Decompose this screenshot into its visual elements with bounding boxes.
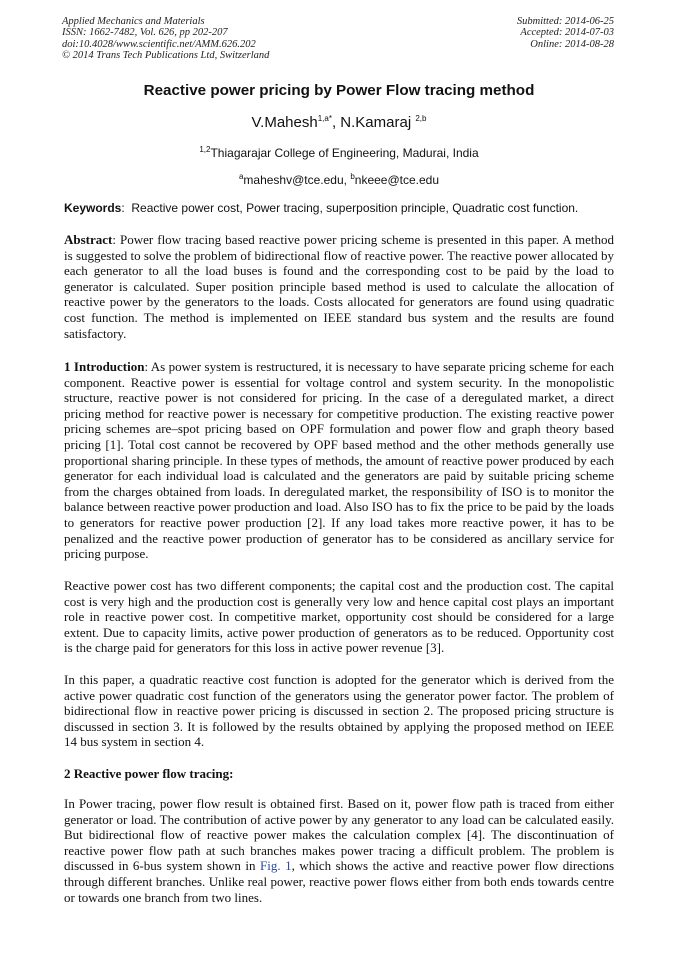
- author-2-name: N.Kamaraj: [340, 114, 416, 131]
- affiliation-sup: 1,2: [199, 145, 211, 154]
- paragraph-reactive-cost: Reactive power cost has two different components; the capital cost and the production cost. The capital cost is very high and the production cost is generally very low and hence capital cost plays an important role in reactive power cost. In competitive market, opportunity cost should be considered for a large extent. Due to capacity limits, active power production of generators as to be reduced. Opportunity cost is the charge paid for generators for this loss in active power revenue [3].: [64, 578, 614, 656]
- online-date: Online: 2014-08-28: [530, 38, 614, 50]
- keywords: [64, 201, 616, 215]
- journal-header-right: [517, 16, 614, 50]
- journal-header-left: [62, 16, 269, 62]
- accepted-date: Accepted: 2014-07-03: [520, 27, 614, 39]
- abstract-text: : Power flow tracing based reactive power pricing scheme is presented in this paper. A method is suggested to solve the problem of bidirectional flow of reactive power. The reactive power allocated by each generator to all the load buses is found and the corresponding cost to be paid by the load to generator is calculated. Super position principle based method is used to calculate the allocation of reactive power by the generators to the loads. Costs allocated for generators are found using quadratic cost function. The method is implemented on IEEE standard bus system and the results are found satisfactory.: [64, 232, 614, 341]
- email-b-sup: b: [350, 172, 355, 181]
- section-2-text-before: In Power tracing, power flow result is obtained first. Based on it, power flow path is traced from either generator or load. The contribution of active power by any generator to any load can be calculated easily. But bidirectional flow of reactive power makes the calculation complex [4]. The discontinuation of reactive power flow path at such branches makes power tracing a difficult problem. The problem is discussed in 6-bus system shown in: [64, 796, 614, 874]
- email-separator: ,: [343, 173, 351, 187]
- section-2-text-after: , which shows the active and reactive power flow directions through different branches. Unlike real power, reactive power flows either from both ends towards centre or towards one branch from two lines.: [64, 858, 615, 905]
- submitted-date: Submitted: 2014-06-25: [516, 16, 614, 27]
- copyright-line: © 2014 Trans Tech Publications Ltd, Switzerland: [62, 50, 270, 62]
- author-1-name: V.Mahesh: [251, 114, 318, 131]
- email-a[interactable]: maheshv@tce.edu: [243, 173, 344, 187]
- affiliation-text: Thiagarajar College of Engineering, Madurai, India: [210, 146, 479, 160]
- paper-title: Reactive power pricing by Power Flow tracing method: [143, 82, 535, 99]
- abstract-label: Abstract: [64, 232, 113, 247]
- doi-line[interactable]: doi:10.4028/www.scientific.net/AMM.626.202: [62, 38, 256, 50]
- introduction-text: : As power system is restructured, it is necessary to have separate pricing scheme for each component. Reactive power is essential for voltage control and system security. In the monopolistic structure, reactive power is not considered for pricing. In the case of a deregulated market, a direct pricing method for reactive power is necessary for competitive production. The existing reactive power pricing schemes are–spot pricing based on OPF formulation and power flow and graph theory based pricing [1]. Total cost cannot be recovered by OPF based method and the other methods generally use proportional sharing principle. In these types of methods, the amount of reactive power produced by each generator for each individual load is calculated and the generators are paid by suitable pricing scheme from the charges obtained from loads. In deregulated market, the responsibility of ISO is to monitor the balance between reactive power production and load. Also ISO has to fix the price to be paid by the loads to generators for reactive power production [2]. If any load takes more reactive power, it has to be penalized and the reactive power production of generator has to be considered as ancillary service for pricing purpose.: [64, 359, 614, 562]
- email-b[interactable]: nkeee@tce.edu: [354, 173, 440, 187]
- keywords-text: Reactive power cost, Power tracing, superposition principle, Quadratic cost function.: [131, 201, 579, 215]
- issn-line: ISSN: 1662-7482, Vol. 626, pp 202-207: [62, 27, 228, 39]
- keywords-colon: :: [121, 201, 125, 215]
- section-2-heading: 2 Reactive power flow tracing:: [64, 766, 234, 781]
- section-2-paragraph: [64, 796, 614, 905]
- email-a-sup: a: [238, 172, 244, 181]
- author-1-sup: 1,a*: [317, 114, 332, 123]
- figure-1-link[interactable]: Fig. 1: [260, 858, 292, 874]
- author-emails: [0, 173, 678, 187]
- affiliation: [0, 146, 678, 160]
- introduction-paragraph: [64, 359, 614, 562]
- author-line: [0, 114, 678, 131]
- author-separator: ,: [331, 114, 341, 131]
- keywords-label: Keywords: [64, 201, 122, 215]
- author-2-sup: 2,b: [415, 114, 427, 123]
- paragraph-paper-outline: In this paper, a quadratic reactive cost function is adopted for the generator which is derived from the active power quadratic cost function of the generators using the generator power factor. The problem of bidirectional flow in reactive power pricing is discussed in section 2. The proposed pricing structure is discussed in section 3. It is followed by the results obtained by applying the proposed method on IEEE 14 bus system in section 4.: [64, 672, 614, 750]
- abstract-paragraph: [64, 232, 614, 341]
- introduction-label: 1 Introduction: [64, 359, 145, 374]
- journal-name: Applied Mechanics and Materials: [62, 16, 205, 27]
